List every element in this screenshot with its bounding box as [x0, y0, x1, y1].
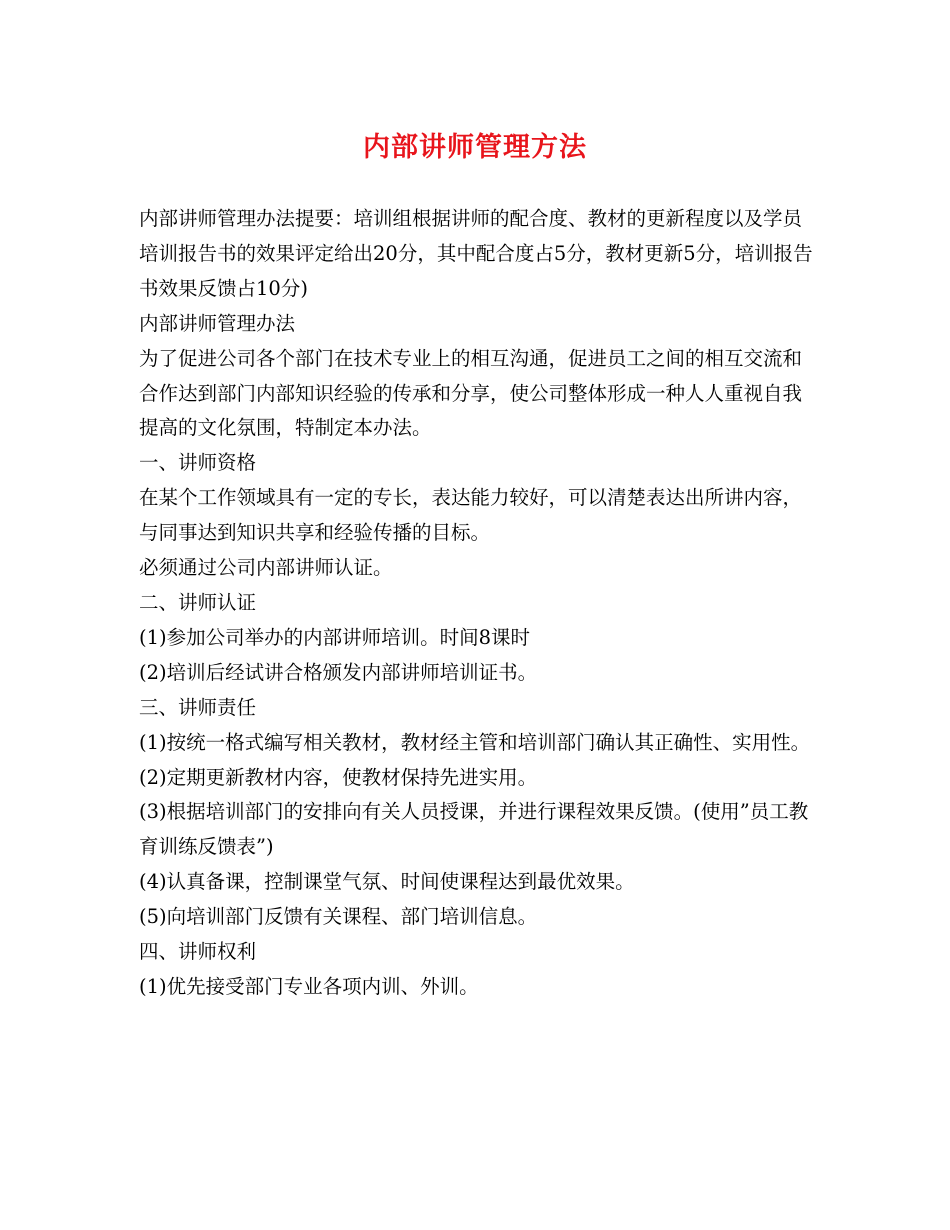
document-body: [139, 202, 819, 1005]
section-heading-certification: 二、讲师认证: [139, 590, 257, 614]
paragraph-certification-required: 必须通过公司内部讲师认证。: [139, 556, 393, 580]
list-item-responsibility-5: (5)向培训部门反馈有关课程、部门培训信息。: [139, 905, 538, 929]
paragraph-qualification: 在某个工作领域具有一定的专长，表达能力较好，可以清楚表达出所讲内容，与同事达到知识共享和经验传播的目标。: [139, 486, 803, 545]
list-item-responsibility-1: (1)按统一格式编写相关教材，教材经主管和培训部门确认其正确性、实用性。: [139, 730, 811, 754]
document-title: 内部讲师管理方法: [363, 132, 587, 163]
paragraph-summary: 内部讲师管理办法提要：培训组根据讲师的配合度、教材的更新程度以及学员培训报告书的效果评定给出20分，其中配合度占5分，教材更新5分，培训报告书效果反馈占10分): [139, 207, 813, 300]
paragraph-purpose: 为了促进公司各个部门在技术专业上的相互沟通，促进员工之间的相互交流和合作达到部门内部知识经验的传承和分享，使公司整体形成一种人人重视自我提高的文化氛围，特制定本办法。: [139, 346, 803, 440]
list-item-responsibility-3: (3)根据培训部门的安排向有关人员授课，并进行课程效果反馈。(使用”员工教: [139, 800, 809, 824]
list-item-responsibility-4: (4)认真备课，控制课堂气氛、时间使课程达到最优效果。: [139, 870, 635, 894]
list-item-rights-1: (1)优先接受部门专业各项内训、外训。: [139, 974, 479, 998]
section-heading-qualification: 一、讲师资格: [139, 451, 257, 475]
paragraph-heading-main: 内部讲师管理办法: [139, 311, 296, 335]
section-heading-responsibility: 三、讲师责任: [139, 695, 257, 719]
list-item-certification-2: (2)培训后经试讲合格颁发内部讲师培训证书。: [139, 660, 538, 684]
list-item-responsibility-3-continued: 育训练反馈表”): [139, 835, 274, 859]
section-heading-rights: 四、讲师权利: [139, 940, 257, 964]
list-item-certification-1: (1)参加公司举办的内部讲师培训。时间8课时: [139, 625, 531, 649]
list-item-responsibility-2: (2)定期更新教材内容，使教材保持先进实用。: [139, 765, 538, 789]
